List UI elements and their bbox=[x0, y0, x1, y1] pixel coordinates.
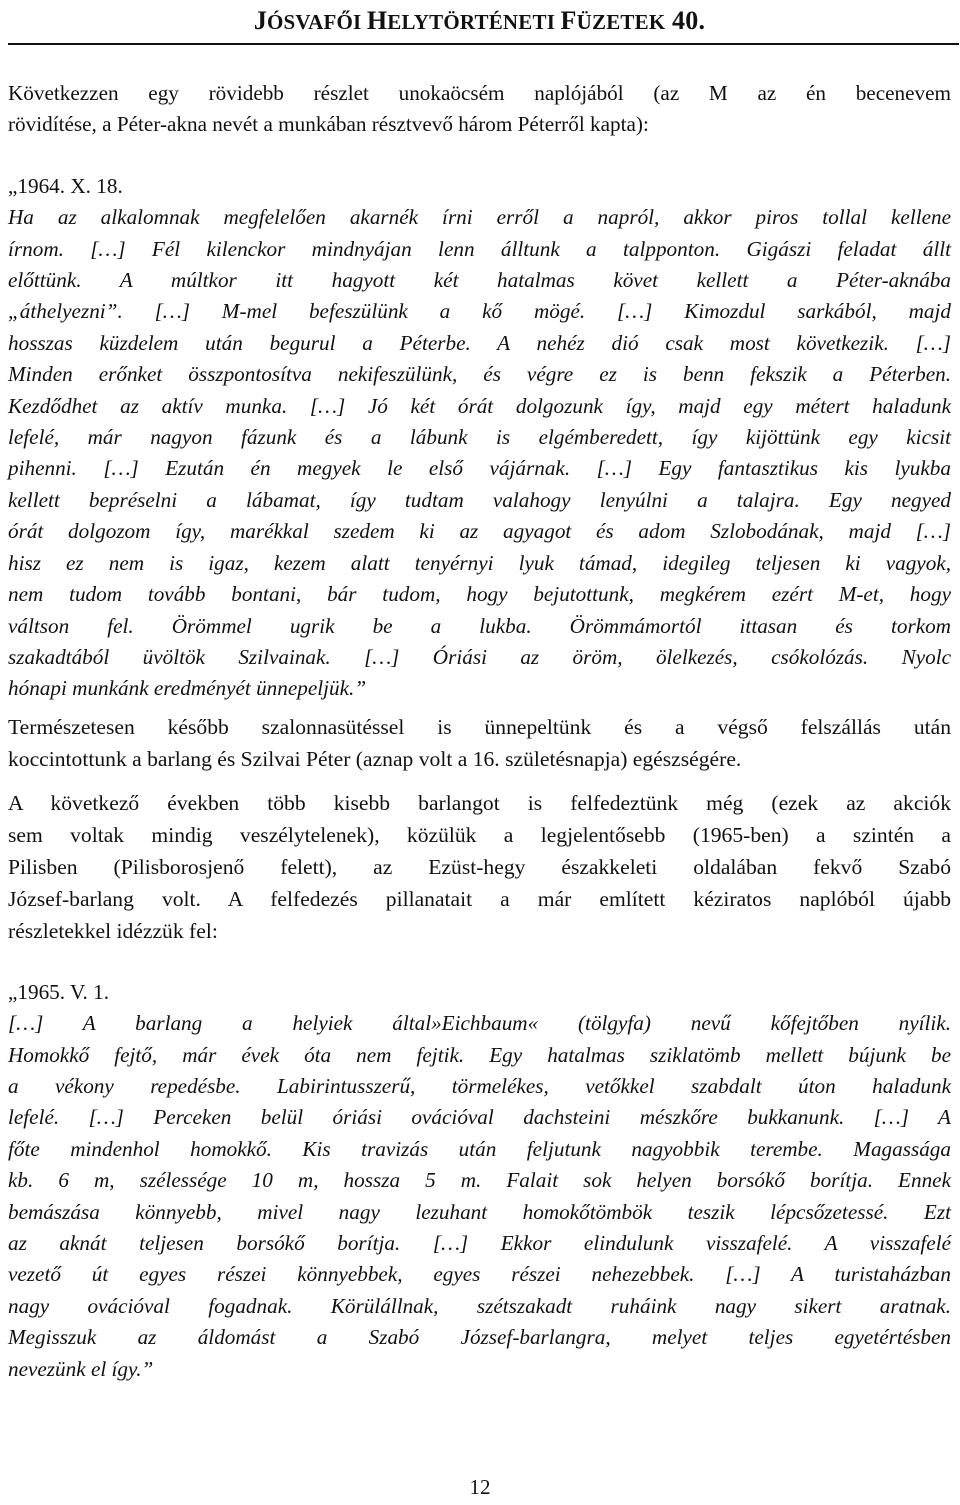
text-line: részletekkel idézzük fel: bbox=[8, 918, 218, 943]
intro-paragraph bbox=[8, 78, 951, 141]
text-line: Következzen egy rövidebb részlet unokaöcsém naplójából (az M az én becenevem bbox=[8, 81, 951, 105]
text-line: órát dolgozom így, marékkal szedem ki az agyagot és adom Szlobodának, majd […] bbox=[8, 519, 951, 544]
text-line: szakadtából üvöltök Szilvainak. […] Óriási az öröm, ölelkezés, csókolózás. Nyolc bbox=[8, 644, 951, 669]
text-line: nevezünk el így.” bbox=[8, 1356, 154, 1381]
document-page bbox=[8, 0, 951, 1385]
quote-date: „1965. V. 1. bbox=[8, 979, 110, 1004]
body-paragraph-celebration bbox=[8, 711, 951, 775]
text-line: kellett bepréselni a lábamat, így tudtam valahogy lenyúlni a talajra. Egy negyed bbox=[8, 487, 951, 512]
text-line: kb. 6 m, szélessége 10 m, hossza 5 m. Falait sok helyen borsókő borítja. Ennek bbox=[8, 1168, 951, 1193]
text-line: József-barlang volt. A felfedezés pillanatait a már említett kéziratos naplóból újabb bbox=[8, 886, 951, 911]
text-line: Kezdődhet az aktív munka. […] Jó két órát dolgozunk így, majd egy métert haladunk bbox=[8, 393, 951, 418]
text-line: […] A barlang a helyiek által»Eichbaum« (tölgyfa) nevű kőfejtőben nyílik. bbox=[8, 1011, 951, 1036]
diary-quote-1965 bbox=[8, 977, 951, 1385]
text-line: Ha az alkalomnak megfelelően akarnék írni erről a napról, akkor piros tollal kellene bbox=[8, 205, 951, 230]
text-line: az aknát teljesen borsókő borítja. […] Ekkor elindulunk visszafelé. A visszafelé bbox=[8, 1230, 951, 1255]
header-title-initial: H bbox=[366, 6, 388, 35]
text-line: sem voltak mindig veszélytelenek), közülük a legjelentősebb (1965-ben) a szintén a bbox=[8, 822, 951, 847]
text-line: rövidítése, a Péter-akna nevét a munkában résztvevő három Péterről kapta): bbox=[8, 112, 649, 137]
text-line: nem tudom tovább bontani, bár tudom, hogy bejutottunk, megkérem ezért M-et, hogy bbox=[8, 582, 951, 607]
text-line: pihenni. […] Ezután én megyek le első vájárnak. […] Egy fantasztikus kis lyukba bbox=[8, 456, 951, 481]
text-line: lefelé, már nagyon fázunk és a lábunk is elgémberedett, így kijöttünk egy kicsit bbox=[8, 425, 951, 450]
text-line: váltson fel. Örömmel ugrik be a lukba. Örömmámortól ittasan és torkom bbox=[8, 613, 951, 638]
body-paragraph-discoveries bbox=[8, 787, 951, 947]
diary-quote-1964 bbox=[8, 171, 951, 705]
text-line: koccintottunk a barlang és Szilvai Péter (aznap volt a 16. születésnapja) egészségére. bbox=[8, 746, 742, 771]
header-divider bbox=[8, 43, 959, 45]
text-line: nagy ovációval fogadnak. Körülállnak, szétszakadt ruháink nagy sikert aratnak. bbox=[8, 1293, 951, 1318]
text-line: hisz ez nem is igaz, kezem alatt tenyérnyi lyuk támad, idegileg teljesen ki vagyok, bbox=[8, 550, 951, 575]
header-title-part: ELYTÖRTÉNETI bbox=[387, 10, 561, 34]
text-line: bemászása könnyebb, mivel nagy lezuhant homokőtömbök teszik lépcsőzetessé. Ezt bbox=[8, 1199, 951, 1224]
text-line: hónapi munkánk eredményét ünnepeljük.” bbox=[8, 676, 367, 701]
text-line: hosszas küzdelem után begurul a Péterbe. A nehéz dió csak most következik. […] bbox=[8, 330, 951, 355]
text-line: Megisszuk az áldomást a Szabó József-barlangra, melyet teljes egyetértésben bbox=[8, 1325, 951, 1350]
text-line: előttünk. A múltkor itt hagyott két hatalmas követ kellett a Péter-aknába bbox=[8, 268, 951, 293]
quote-date: „1964. X. 18. bbox=[8, 173, 123, 198]
text-line: lefelé. […] Perceken belül óriási ovációval dachsteini mészkőre bukkanunk. […] A bbox=[8, 1105, 951, 1130]
header-title-part: ÜZETEK bbox=[576, 10, 666, 34]
header-title-initial: F bbox=[560, 6, 577, 35]
page-number: 12 bbox=[469, 1475, 491, 1499]
header-title-part: ÓSVAFŐI bbox=[267, 10, 367, 34]
text-line: írnom. […] Fél kilenckor mindnyájan lenn álltunk a talpponton. Gigászi feladat állt bbox=[8, 236, 951, 261]
running-header bbox=[8, 0, 951, 37]
text-line: Természetesen később szalonnasütéssel is ünnepeltünk és a végső felszállás után bbox=[8, 714, 951, 739]
text-line: A következő években több kisebb barlangot is felfedeztünk még (ezek az akciók bbox=[8, 790, 951, 815]
text-line: a vékony repedésbe. Labirintusszerű, törmelékes, vetőkkel szabdalt úton haladunk bbox=[8, 1073, 951, 1098]
text-line: Pilisben (Pilisborosjenő felett), az Ezüst-hegy északkeleti oldalában fekvő Szabó bbox=[8, 854, 951, 879]
text-line: főte mindenhol homokkő. Kis travizás után feljutunk nagyobbik terembe. Magassága bbox=[8, 1136, 951, 1161]
header-issue-number: 40. bbox=[665, 6, 706, 35]
text-line: Minden erőnket összpontosítva nekifeszülünk, és végre ez is benn fekszik a Péterben. bbox=[8, 362, 951, 387]
text-line: „áthelyezni”. […] M-mel befeszülünk a kő mögé. […] Kimozdul sarkából, majd bbox=[8, 299, 951, 324]
text-line: Homokkő fejtő, már évek óta nem fejtik. Egy hatalmas sziklatömb mellett bújunk be bbox=[8, 1042, 951, 1067]
text-line: vezető út egyes részei könnyebbek, egyes részei nehezebbek. […] A turistaházban bbox=[8, 1262, 951, 1287]
header-title-initial: J bbox=[253, 6, 268, 35]
